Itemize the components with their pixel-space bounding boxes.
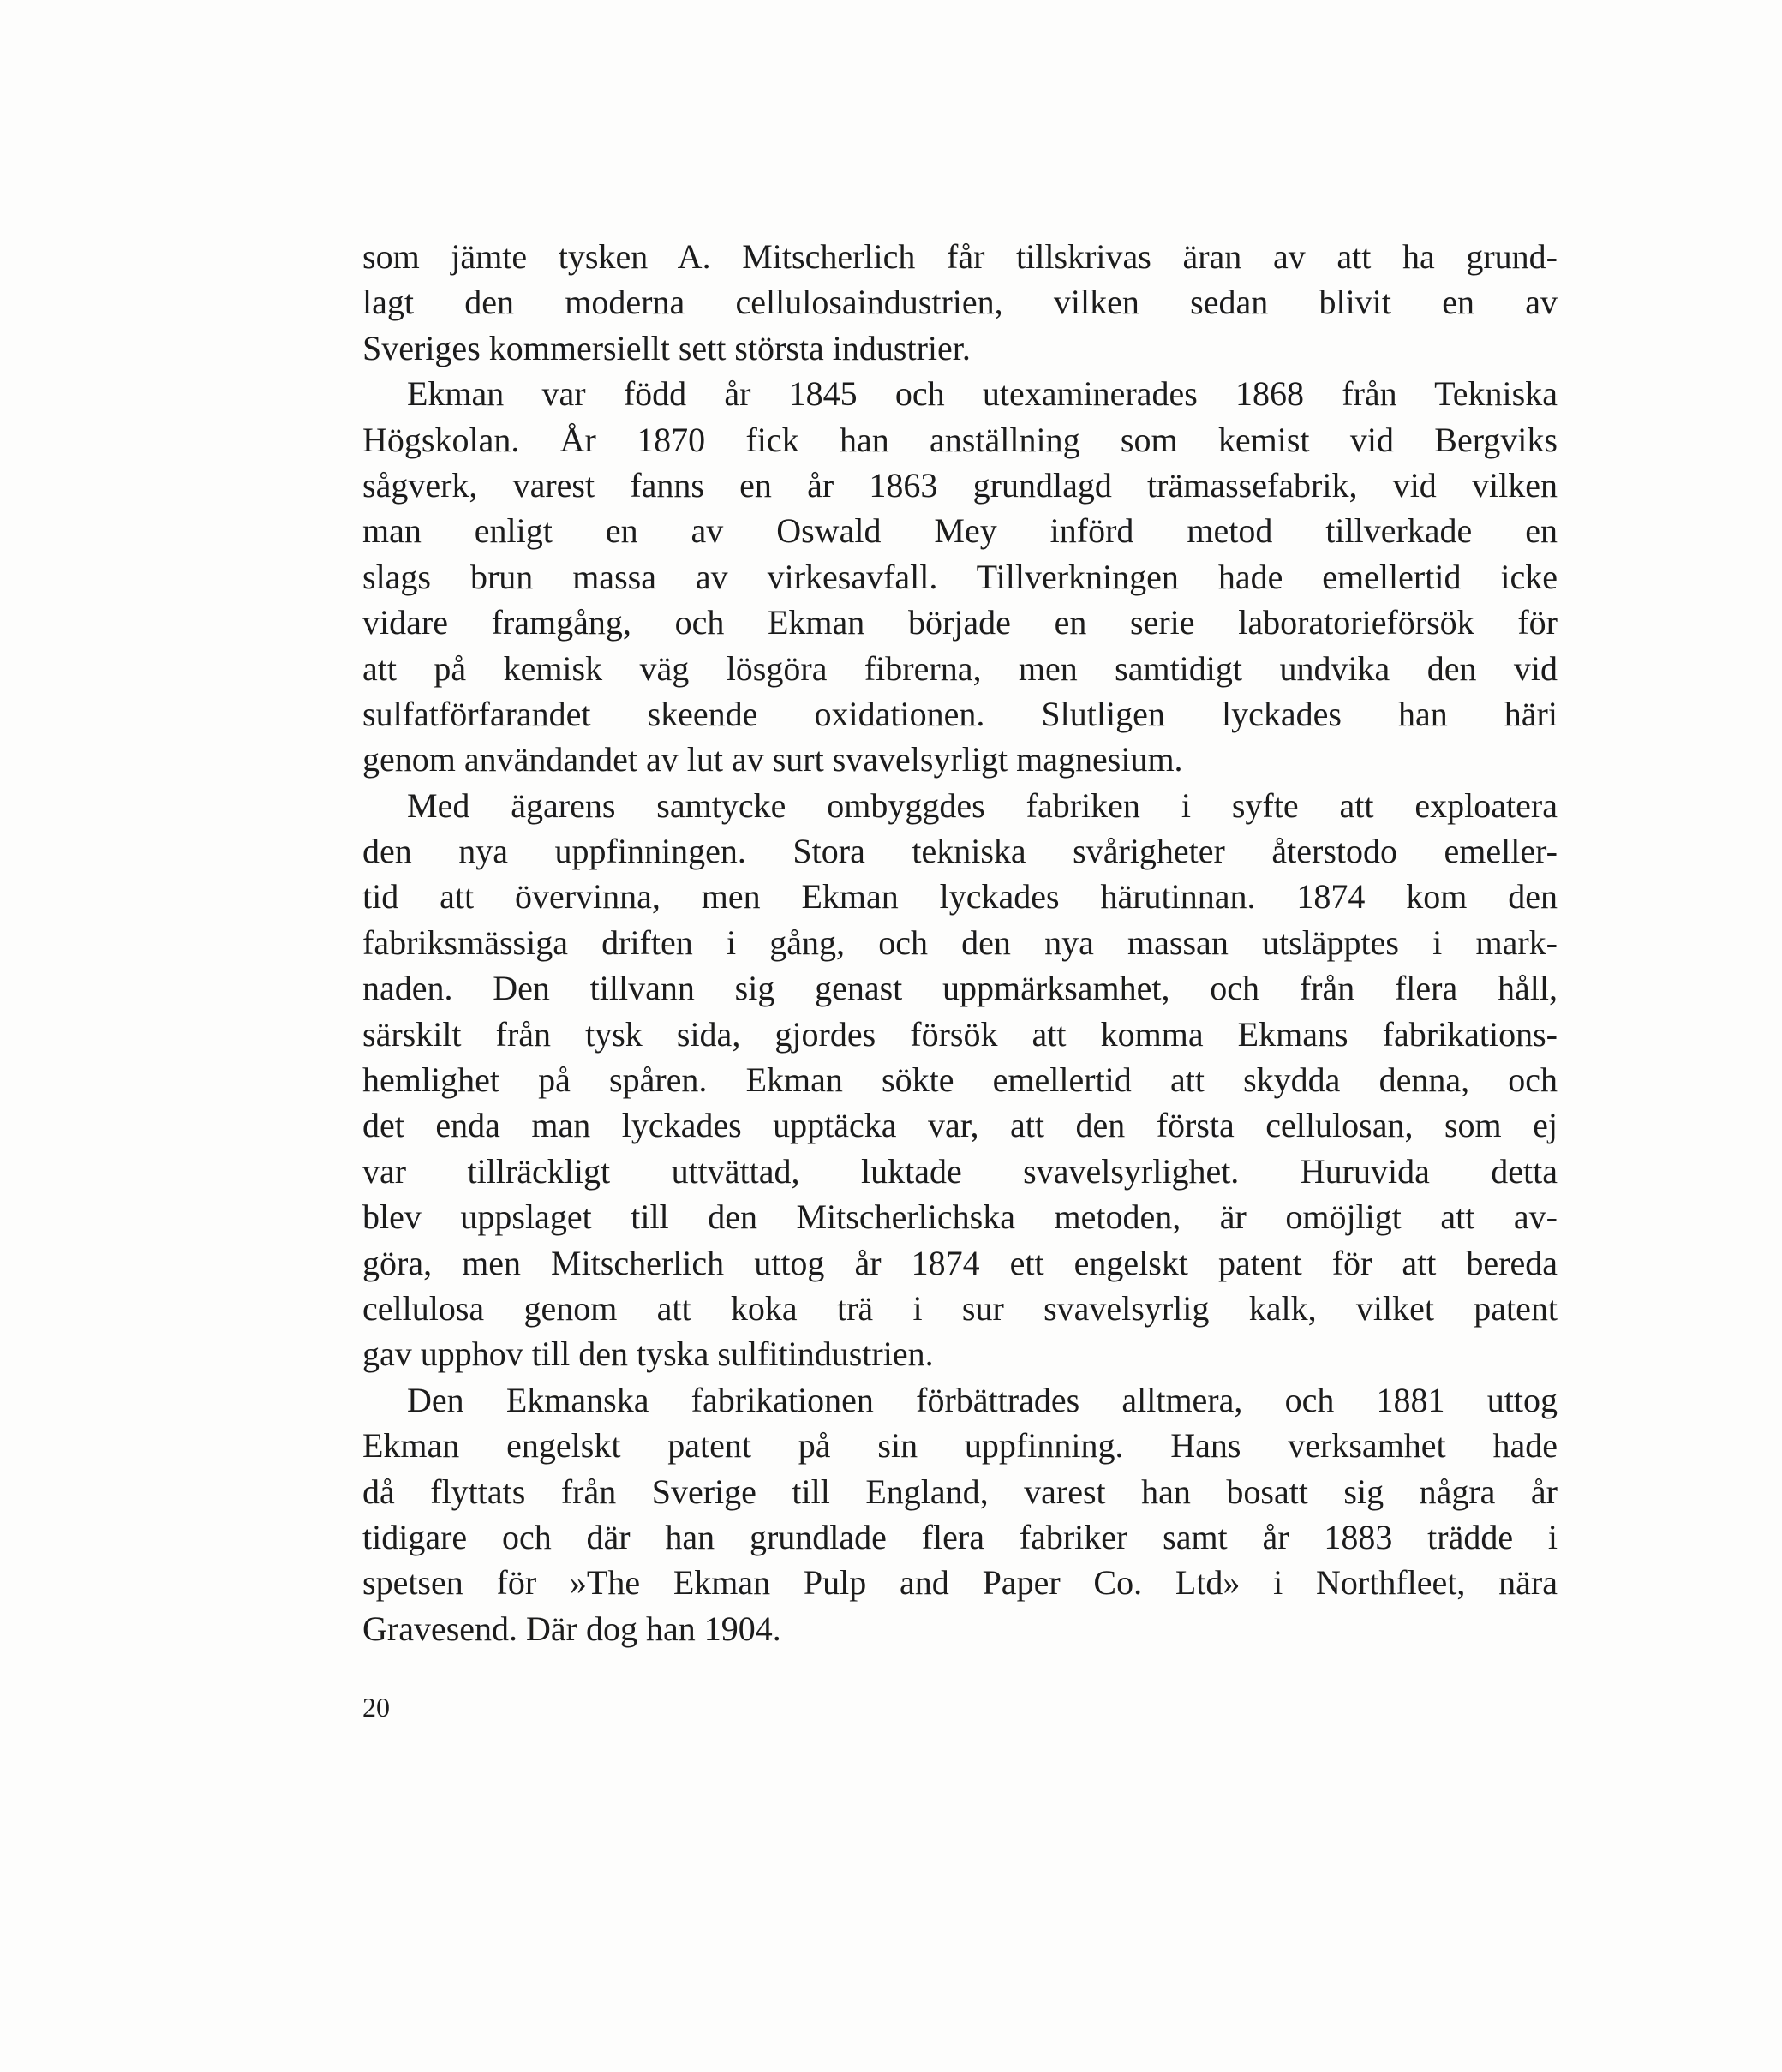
- text-line: genom användandet av lut av surt svavelsyrligt magnesium.: [362, 740, 1183, 779]
- text-line: fabriksmässiga driften i gång, och den nya massan utsläpptes i mark-: [362, 923, 1558, 962]
- text-line: Ekman var född år 1845 och utexaminerades 1868 från Tekniska: [407, 374, 1558, 414]
- text-line: som jämte tysken A. Mitscherlich får tillskrivas äran av att ha grund-: [362, 237, 1558, 276]
- paragraph-3: [362, 783, 1558, 1377]
- text-line: sågverk, varest fanns en år 1863 grundlagd trämassefabrik, vid vilken: [362, 465, 1558, 505]
- text-line: tid att övervinna, men Ekman lyckades härutinnan. 1874 kom den: [362, 877, 1558, 917]
- text-line: hemlighet på spåren. Ekman sökte emellertid att skydda denna, och: [362, 1060, 1558, 1100]
- text-line: man enligt en av Oswald Mey införd metod tillverkade en: [362, 511, 1558, 551]
- text-line: då flyttats från Sverige till England, varest han bosatt sig några år: [362, 1472, 1558, 1511]
- text-line: slags brun massa av virkesavfall. Tillverkningen hade emellertid icke: [362, 557, 1558, 596]
- page-number: 20: [362, 1692, 390, 1723]
- text-line: vidare framgång, och Ekman började en serie laboratorieförsök för: [362, 603, 1558, 642]
- text-line: cellulosa genom att koka trä i sur svavelsyrlig kalk, vilket patent: [362, 1288, 1558, 1328]
- text-line: att på kemisk väg lösgöra fibrerna, men samtidigt undvika den vid: [362, 648, 1558, 688]
- text-line: blev uppslaget till den Mitscherlichska metoden, är omöjligt att av-: [362, 1197, 1558, 1237]
- paragraph-2: [362, 371, 1558, 783]
- text-line: det enda man lyckades upptäcka var, att den första cellulosan, som ej: [362, 1106, 1558, 1145]
- text-line: gav upphov till den tyska sulfitindustrien.: [362, 1335, 934, 1374]
- text-line: Ekman engelskt patent på sin uppfinning. Hans verksamhet hade: [362, 1426, 1558, 1466]
- text-line: den nya uppfinningen. Stora tekniska svårigheter återstodo emeller-: [362, 832, 1558, 871]
- text-line: Med ägarens samtycke ombyggdes fabriken i syfte att exploatera: [407, 785, 1558, 825]
- text-line: göra, men Mitscherlich uttog år 1874 ett engelskt patent för att bereda: [362, 1243, 1558, 1282]
- paragraph-1: [362, 234, 1558, 371]
- text-line: naden. Den tillvann sig genast uppmärksamhet, och från flera håll,: [362, 969, 1558, 1008]
- body-text: [362, 234, 1558, 1651]
- text-line: sulfatförfarandet skeende oxidationen. Slutligen lyckades han häri: [362, 694, 1558, 733]
- text-line: spetsen för »The Ekman Pulp and Paper Co. Ltd» i Northfleet, nära: [362, 1563, 1558, 1603]
- text-line: lagt den moderna cellulosaindustrien, vilken sedan blivit en av: [362, 283, 1558, 322]
- text-line: var tillräckligt uttvättad, luktade svavelsyrlighet. Huruvida detta: [362, 1151, 1558, 1191]
- text-line: Gravesend. Där dog han 1904.: [362, 1609, 781, 1648]
- text-line: Sveriges kommersiellt sett största industrier.: [362, 328, 971, 367]
- text-line: tidigare och där han grundlade flera fabriker samt år 1883 trädde i: [362, 1517, 1558, 1556]
- paragraph-4: [362, 1377, 1558, 1651]
- text-line: särskilt från tysk sida, gjordes försök att komma Ekmans fabrikations-: [362, 1014, 1558, 1054]
- text-line: Högskolan. År 1870 fick han anställning som kemist vid Bergviks: [362, 420, 1558, 459]
- text-line: Den Ekmanska fabrikationen förbättrades alltmera, och 1881 uttog: [407, 1380, 1558, 1419]
